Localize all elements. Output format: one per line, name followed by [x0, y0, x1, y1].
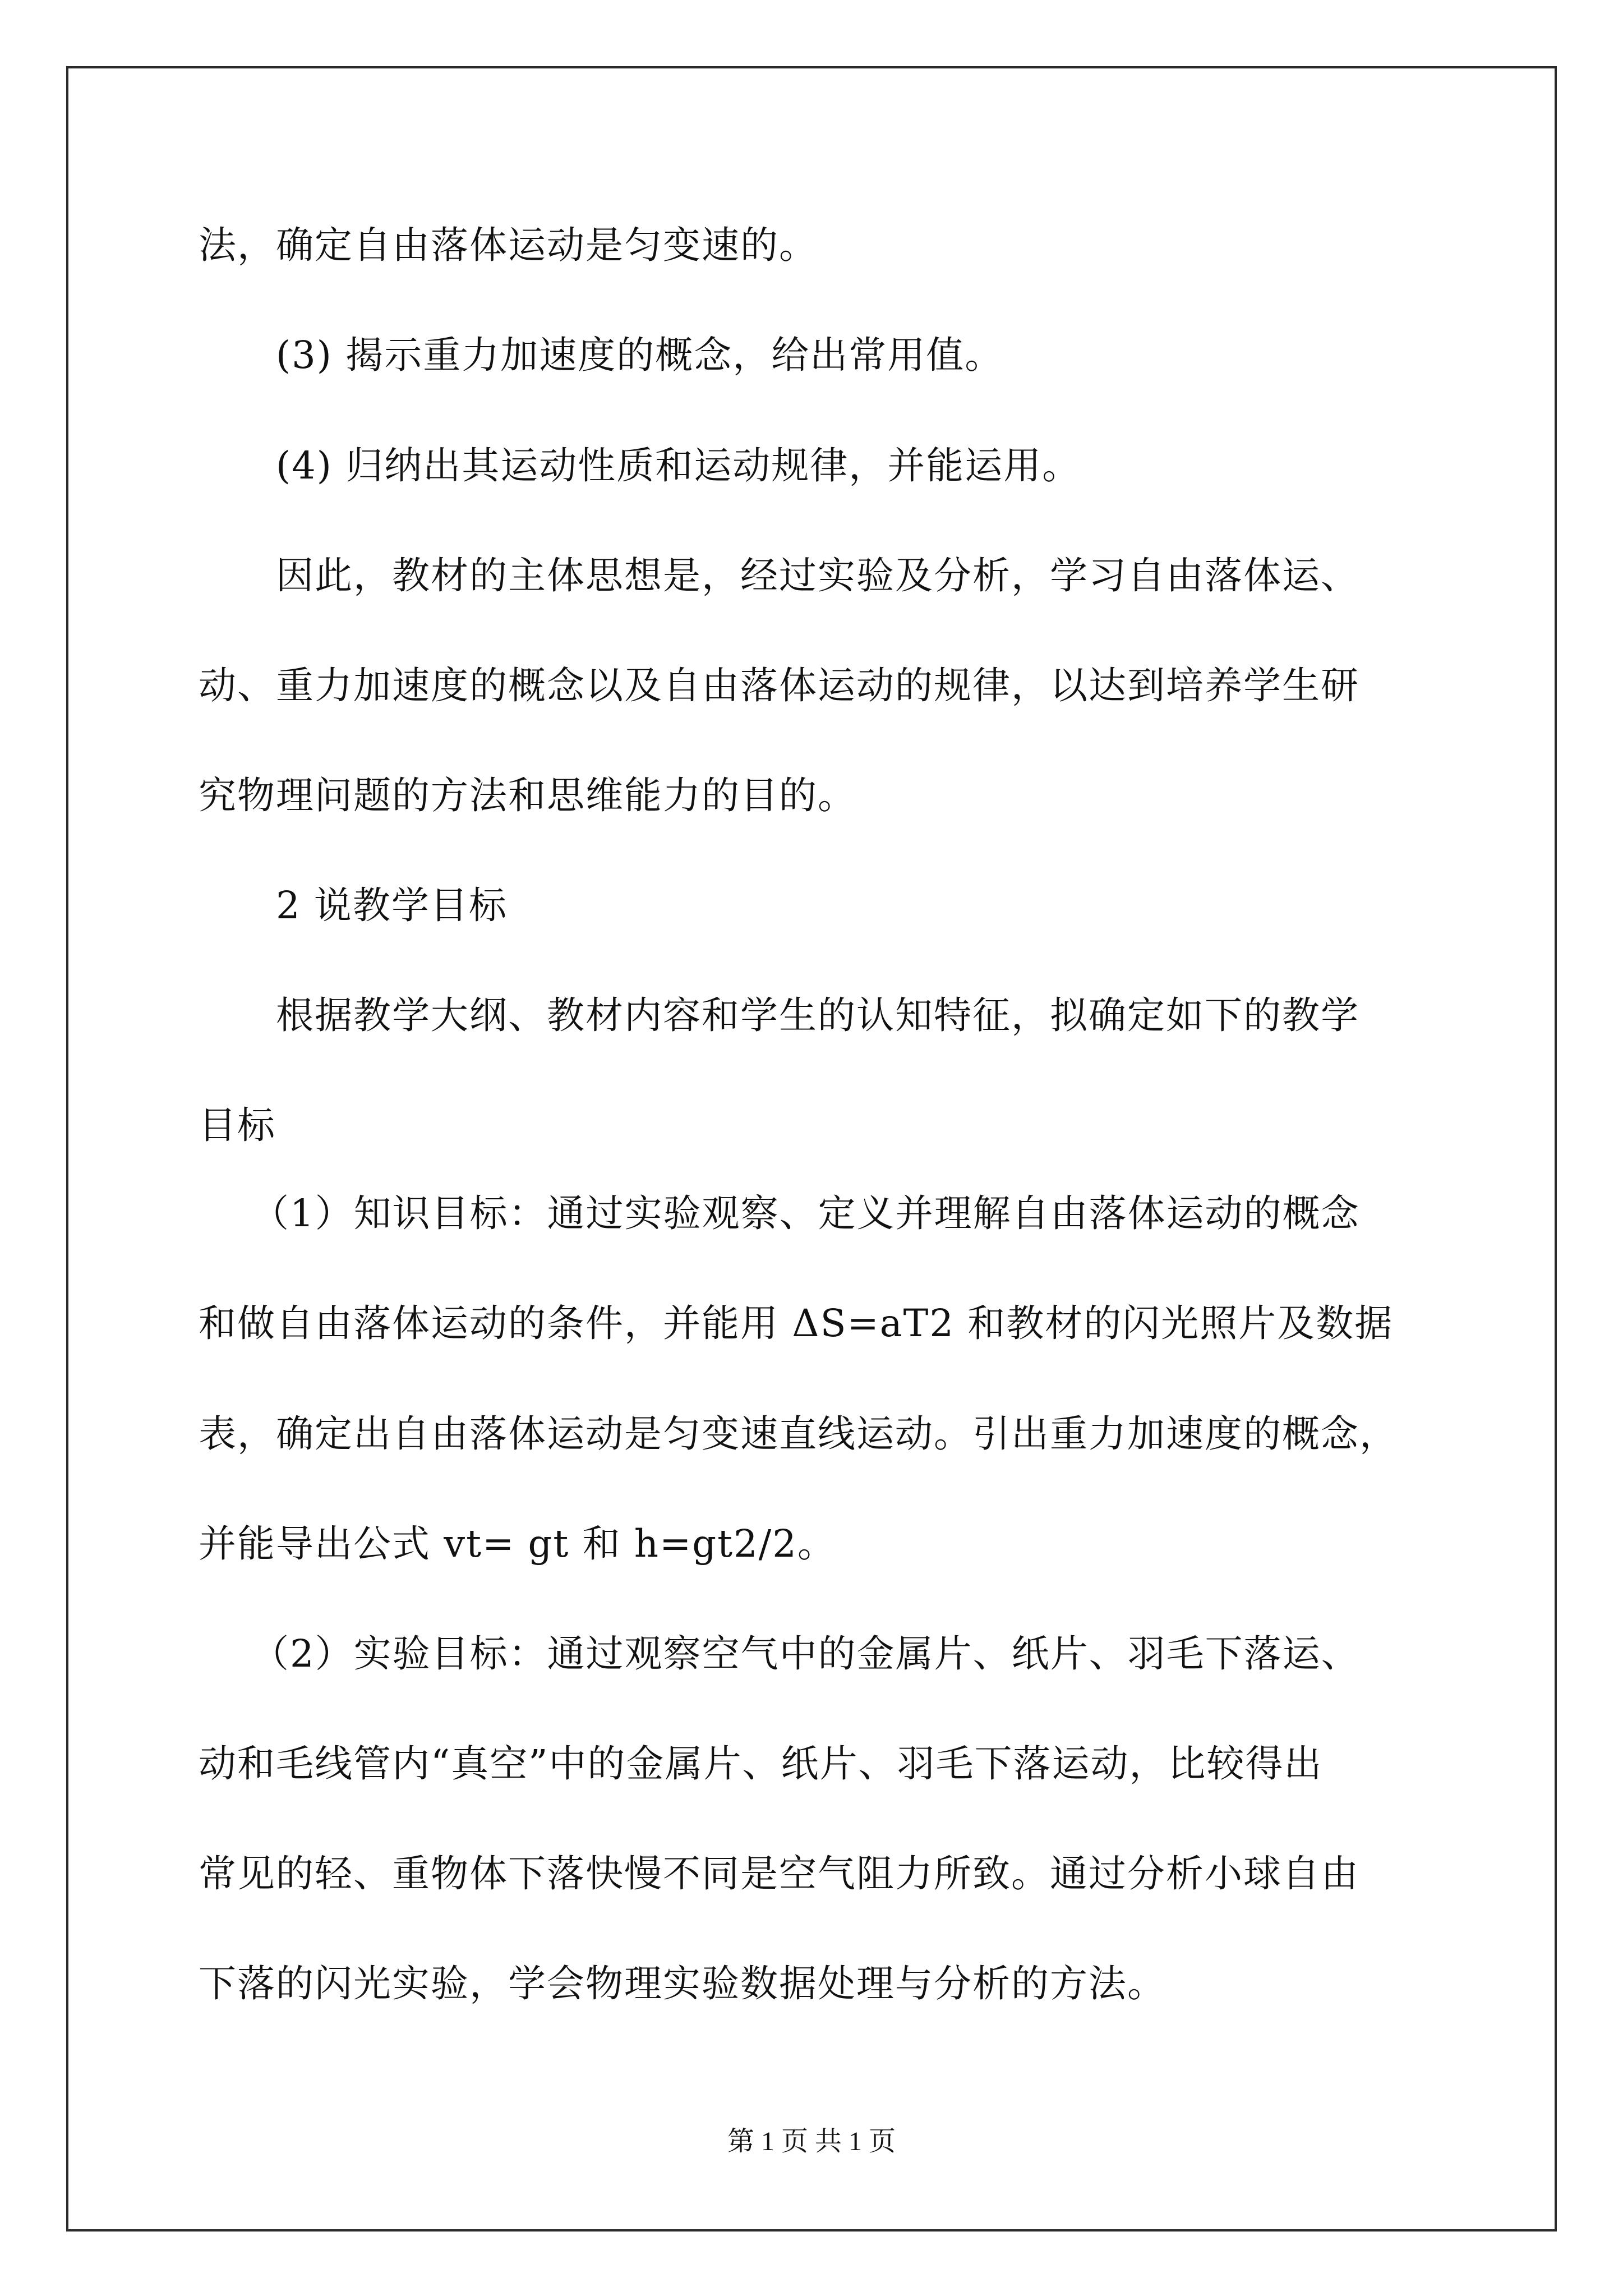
section-heading: 2 说教学目标 [276, 884, 508, 927]
text-line: （2）实验目标：通过观察空气中的金属片、纸片、羽毛下落运、 [251, 1632, 1360, 1676]
text-line: 因此，教材的主体思想是，经过实验及分析，学习自由落体运、 [276, 554, 1359, 597]
text-line: 动和毛线管内“真空”中的金属片、纸片、羽毛下落运动，比较得出 [199, 1742, 1323, 1786]
text-line: （1）知识目标：通过实验观察、定义并理解自由落体运动的概念 [251, 1191, 1360, 1235]
text-line: 究物理问题的方法和思维能力的目的。 [199, 774, 856, 817]
text-line: 目标 [199, 1103, 276, 1147]
text-line: 和做自由落体运动的条件，并能用 ΔS=aT2 和教材的闪光照片及数据 [199, 1301, 1394, 1345]
text-line: 动、重力加速度的概念以及自由落体运动的规律，以达到培养学生研 [199, 664, 1359, 707]
page-footer: 第 1 页 共 1 页 [727, 2127, 896, 2156]
text-line: (4) 归纳出其运动性质和运动规律，并能运用。 [276, 444, 1081, 487]
page-border [66, 66, 1557, 2231]
text-line: 法，确定自由落体运动是匀变速的。 [199, 223, 818, 267]
text-line: 根据教学大纲、教材内容和学生的认知特征，拟确定如下的教学 [276, 993, 1359, 1037]
text-line: 常见的轻、重物体下落快慢不同是空气阻力所致。通过分析小球自由 [199, 1852, 1359, 1895]
text-line: 并能导出公式 vt= gt 和 h=gt2/2。 [199, 1522, 836, 1566]
text-line: (3) 揭示重力加速度的概念，给出常用值。 [276, 333, 1004, 377]
text-line: 表，确定出自由落体运动是匀变速直线运动。引出重力加速度的概念， [199, 1412, 1398, 1456]
text-line: 下落的闪光实验，学会物理实验数据处理与分析的方法。 [199, 1962, 1166, 2005]
